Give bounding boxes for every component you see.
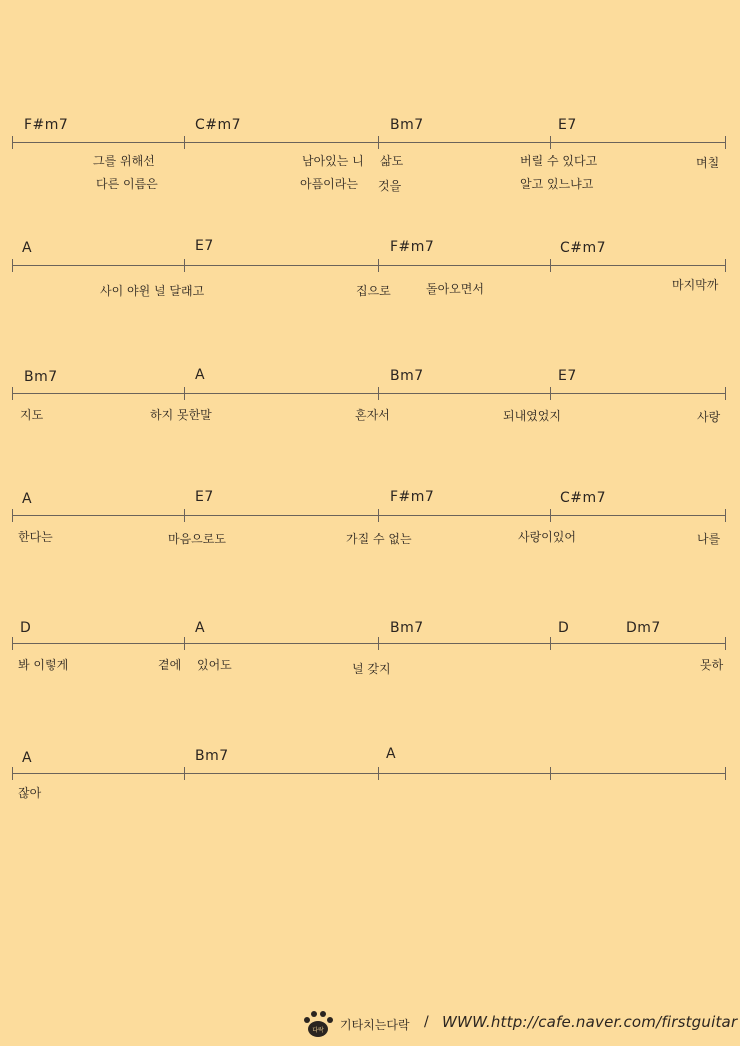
bar-tick <box>378 387 379 400</box>
chord: A <box>195 367 206 383</box>
lyric: 되내였었지 <box>503 409 561 423</box>
chord-row-3 <box>0 362 740 462</box>
chord: A <box>22 750 33 766</box>
bar-tick <box>725 136 726 149</box>
lyric: 며칠 <box>696 156 720 170</box>
bar-tick <box>550 387 551 400</box>
lyric: 혼자서 <box>355 408 390 422</box>
chord-row-6 <box>0 740 740 840</box>
bar-tick <box>378 136 379 149</box>
bar-tick <box>12 387 13 400</box>
bar-tick <box>725 767 726 780</box>
bar-line <box>12 773 726 774</box>
chord: Bm7 <box>390 620 424 636</box>
chord: E7 <box>558 368 577 384</box>
bar-line <box>12 515 726 516</box>
footer-separator: / <box>424 1014 429 1030</box>
bar-tick <box>184 509 185 522</box>
chord: Bm7 <box>390 368 424 384</box>
lyric: 봐 이렇게 <box>18 658 69 672</box>
bar-tick <box>378 767 379 780</box>
chord: A <box>22 491 33 507</box>
lyric: 아픔이라는 <box>300 177 358 191</box>
footer <box>300 1010 738 1038</box>
lyric: 있어도 <box>197 658 232 672</box>
lyric: 마음으로도 <box>168 532 226 546</box>
chord: C#m7 <box>560 240 607 256</box>
chord: A <box>386 746 397 762</box>
bar-tick <box>184 767 185 780</box>
lyric: 지도 <box>20 408 44 422</box>
chord-row-1 <box>0 110 740 210</box>
chord: E7 <box>195 238 214 254</box>
chord-row-5 <box>0 612 740 712</box>
bar-tick <box>378 509 379 522</box>
lyric: 삶도 <box>380 154 404 168</box>
bar-tick <box>550 136 551 149</box>
bar-tick <box>12 767 13 780</box>
lyric: 그를 위해선 <box>93 154 155 168</box>
bar-line <box>12 265 726 266</box>
chord: C#m7 <box>195 117 242 133</box>
bar-tick <box>725 637 726 650</box>
lyric: 못하 <box>700 658 724 672</box>
bar-tick <box>184 136 185 149</box>
bar-tick <box>12 136 13 149</box>
bar-line <box>12 142 726 143</box>
lyric: 하지 못한말 <box>150 408 212 422</box>
chord-row-2 <box>0 232 740 332</box>
lyric: 널 갖지 <box>352 662 391 676</box>
lyric: 잖아 <box>18 786 42 800</box>
bar-tick <box>12 509 13 522</box>
bar-line <box>12 643 726 644</box>
bar-tick <box>12 637 13 650</box>
bar-tick <box>550 509 551 522</box>
lyric: 사랑 <box>697 410 721 424</box>
lyric: 마지막까 <box>672 278 719 292</box>
chord: E7 <box>195 489 214 505</box>
lyric: 돌아오면서 <box>426 282 484 296</box>
lyric: 다른 이름은 <box>96 177 158 191</box>
bar-tick <box>725 387 726 400</box>
lyric: 나를 <box>697 532 721 546</box>
bar-tick <box>184 637 185 650</box>
logo-text: 다락 <box>312 1027 324 1034</box>
bar-tick <box>550 767 551 780</box>
bar-tick <box>12 259 13 272</box>
chord: Dm7 <box>626 620 661 636</box>
chord-row-4 <box>0 484 740 584</box>
lyric: 사랑이있어 <box>518 530 576 544</box>
bar-tick <box>184 387 185 400</box>
chord: D <box>558 620 570 636</box>
brand-name: 기타치는다락 <box>340 1018 410 1032</box>
chord: Bm7 <box>390 117 424 133</box>
bar-tick <box>550 259 551 272</box>
bar-tick <box>550 637 551 650</box>
chord: A <box>195 620 206 636</box>
bar-tick <box>378 637 379 650</box>
paw-logo-icon <box>300 1010 336 1038</box>
chord: F#m7 <box>24 117 69 133</box>
chord: D <box>20 620 32 636</box>
chord: F#m7 <box>390 489 435 505</box>
chord: Bm7 <box>195 748 229 764</box>
lyric: 한다는 <box>18 530 53 544</box>
bar-line <box>12 393 726 394</box>
lyric: 것을 <box>378 179 402 193</box>
cafe-url-link[interactable]: WWW.http://cafe.naver.com/firstguitar <box>442 1013 738 1031</box>
bar-tick <box>725 509 726 522</box>
lyric: 버릴 수 있다고 <box>520 154 598 168</box>
bar-tick <box>725 259 726 272</box>
lyric: 가질 수 없는 <box>346 532 412 546</box>
lyric: 사이 야윈 널 달래고 <box>100 284 205 298</box>
lyric: 알고 있느냐고 <box>520 177 594 191</box>
chord: C#m7 <box>560 490 607 506</box>
chord: E7 <box>558 117 577 133</box>
chord: A <box>22 240 33 256</box>
bar-tick <box>184 259 185 272</box>
lyric: 집으로 <box>356 284 391 298</box>
lyric: 곁에 <box>158 658 182 672</box>
chord: F#m7 <box>390 239 435 255</box>
bar-tick <box>378 259 379 272</box>
lyric: 남아있는 니 <box>302 154 364 168</box>
chord: Bm7 <box>24 369 58 385</box>
